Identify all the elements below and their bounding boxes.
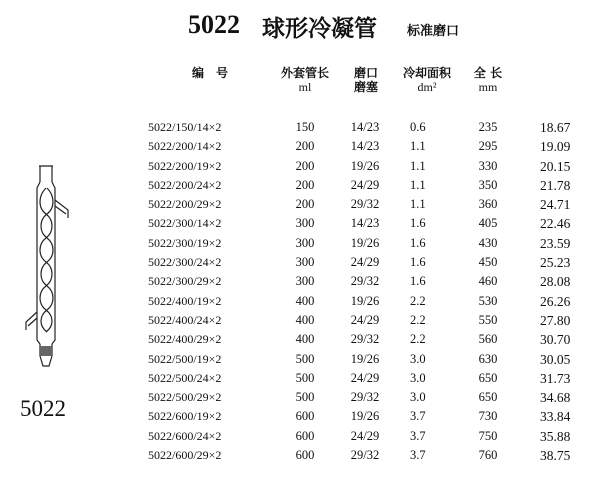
cell-joint: 29/32 — [350, 274, 380, 289]
table-row — [0, 214, 600, 233]
cell-code: 5022/500/24×2 — [148, 370, 222, 385]
cell-full-length: 560 — [478, 332, 498, 347]
cell-full-length: 450 — [478, 255, 498, 270]
cell-cooling-area: 2.2 — [410, 293, 426, 308]
cell-outer-length: 200 — [295, 197, 315, 212]
cell-price: 23.59 — [540, 235, 571, 251]
cell-price: 30.05 — [540, 351, 571, 367]
header-joint — [346, 66, 386, 94]
cell-price: 33.84 — [540, 409, 571, 425]
cell-code: 5022/150/14×2 — [148, 120, 222, 134]
cell-cooling-area: 1.1 — [410, 197, 426, 212]
cell-full-length: 430 — [478, 235, 498, 250]
cell-joint: 19/26 — [350, 409, 380, 424]
cell-code: 5022/600/29×2 — [148, 448, 222, 463]
cell-full-length: 330 — [478, 158, 498, 173]
cell-cooling-area: 0.6 — [410, 120, 426, 134]
cell-price: 21.78 — [540, 177, 571, 193]
table-row — [0, 330, 600, 349]
cell-code: 5022/400/29×2 — [148, 332, 222, 347]
cell-cooling-area: 3.7 — [410, 428, 426, 443]
cell-cooling-area: 3.0 — [410, 390, 426, 405]
title-name: 球形冷凝管 — [262, 16, 377, 42]
cell-outer-length: 400 — [295, 332, 315, 347]
table-row — [0, 311, 600, 330]
table-row — [0, 234, 600, 253]
table-row — [0, 427, 600, 446]
cell-price: 20.15 — [540, 158, 571, 174]
cell-cooling-area: 3.7 — [410, 409, 426, 424]
cell-outer-length: 500 — [295, 351, 315, 366]
cell-cooling-area: 2.2 — [410, 332, 426, 347]
cell-code: 5022/200/19×2 — [148, 158, 222, 173]
table-row — [0, 407, 600, 426]
cell-code: 5022/400/19×2 — [148, 293, 222, 308]
cell-outer-length: 300 — [295, 235, 315, 250]
header-outer-length — [274, 66, 336, 94]
cell-joint: 19/26 — [350, 158, 380, 173]
header-cooling-area — [396, 66, 458, 94]
cell-price: 18.67 — [540, 120, 571, 135]
cell-full-length: 235 — [478, 120, 498, 134]
cell-code: 5022/200/24×2 — [148, 177, 222, 192]
header-outer-length-unit: ml — [298, 80, 312, 94]
cell-outer-length: 600 — [295, 428, 315, 443]
cell-cooling-area: 3.0 — [410, 351, 426, 366]
cell-joint: 14/23 — [350, 139, 380, 154]
cell-cooling-area: 3.0 — [410, 370, 426, 385]
title-code: 5022 — [188, 10, 240, 39]
cell-code: 5022/400/24×2 — [148, 312, 222, 327]
cell-outer-length: 400 — [295, 293, 315, 308]
cell-outer-length: 300 — [295, 274, 315, 289]
cell-price: 34.68 — [540, 390, 571, 406]
cell-cooling-area: 1.1 — [410, 139, 426, 154]
table-row — [0, 118, 600, 137]
cell-outer-length: 300 — [295, 216, 315, 231]
cell-code: 5022/300/29×2 — [148, 274, 222, 289]
cell-outer-length: 600 — [295, 409, 315, 424]
cell-full-length: 760 — [478, 448, 498, 463]
cell-code: 5022/200/14×2 — [148, 139, 222, 154]
cell-joint: 24/29 — [350, 312, 380, 327]
page-title — [0, 8, 600, 42]
cell-outer-length: 600 — [295, 448, 315, 463]
cell-price: 28.08 — [540, 274, 571, 290]
table-row — [0, 176, 600, 195]
cell-cooling-area: 1.6 — [410, 255, 426, 270]
cell-full-length: 650 — [478, 390, 498, 405]
table-row — [0, 369, 600, 388]
title-subtitle: 标准磨口 — [407, 24, 460, 39]
cell-code: 5022/300/14×2 — [148, 216, 222, 231]
header-code-label: 编 号 — [191, 66, 228, 80]
cell-joint: 24/29 — [350, 370, 380, 385]
cell-outer-length: 400 — [295, 312, 315, 327]
cell-cooling-area: 1.6 — [410, 235, 426, 250]
header-code — [180, 66, 240, 80]
cell-joint: 19/26 — [350, 293, 380, 308]
cell-code: 5022/600/24×2 — [148, 428, 222, 443]
cell-full-length: 530 — [478, 293, 498, 308]
header-full-length-unit: mm — [478, 80, 498, 94]
cell-joint: 19/26 — [350, 235, 380, 250]
header-cooling-area-unit: dm² — [417, 80, 437, 94]
header-full-length — [463, 66, 513, 94]
cell-full-length: 295 — [478, 139, 498, 154]
cell-full-length: 630 — [478, 351, 498, 366]
cell-code: 5022/500/29×2 — [148, 390, 222, 405]
cell-code: 5022/500/19×2 — [148, 351, 222, 366]
cell-full-length: 750 — [478, 428, 498, 443]
cell-code: 5022/300/19×2 — [148, 235, 222, 250]
cell-joint: 29/32 — [350, 332, 380, 347]
cell-outer-length: 150 — [295, 120, 315, 134]
cell-outer-length: 200 — [295, 139, 315, 154]
cell-price: 25.23 — [540, 255, 571, 271]
table-row — [0, 157, 600, 176]
product-table — [0, 118, 600, 465]
cell-outer-length: 500 — [295, 370, 315, 385]
table-row — [0, 446, 600, 465]
table-row — [0, 292, 600, 311]
cell-joint: 29/32 — [350, 197, 380, 212]
cell-outer-length: 500 — [295, 390, 315, 405]
cell-joint: 24/29 — [350, 177, 380, 192]
cell-outer-length: 300 — [295, 255, 315, 270]
cell-cooling-area: 1.6 — [410, 274, 426, 289]
cell-price: 31.73 — [540, 370, 571, 386]
table-row — [0, 253, 600, 272]
cell-cooling-area: 1.6 — [410, 216, 426, 231]
cell-price: 22.46 — [540, 216, 571, 232]
cell-code: 5022/300/24×2 — [148, 255, 222, 270]
cell-joint: 24/29 — [350, 255, 380, 270]
cell-full-length: 350 — [478, 177, 498, 192]
cell-full-length: 460 — [478, 274, 498, 289]
header-joint-label-2: 磨塞 — [353, 80, 378, 94]
cell-price: 19.09 — [540, 139, 571, 155]
cell-outer-length: 200 — [295, 158, 315, 173]
cell-full-length: 405 — [478, 216, 498, 231]
cell-full-length: 650 — [478, 370, 498, 385]
cell-outer-length: 200 — [295, 177, 315, 192]
cell-full-length: 550 — [478, 312, 498, 327]
table-row — [0, 195, 600, 214]
cell-joint: 19/26 — [350, 351, 380, 366]
header-full-length-label: 全 长 — [473, 66, 503, 80]
side-label: 5022 — [20, 396, 66, 421]
cell-code: 5022/600/19×2 — [148, 409, 222, 424]
cell-price: 35.88 — [540, 428, 571, 444]
cell-cooling-area: 3.7 — [410, 448, 426, 463]
cell-joint: 14/23 — [350, 120, 380, 134]
cell-cooling-area: 2.2 — [410, 312, 426, 327]
cell-cooling-area: 1.1 — [410, 177, 426, 192]
cell-cooling-area: 1.1 — [410, 158, 426, 173]
cell-joint: 29/32 — [350, 448, 380, 463]
cell-price: 38.75 — [540, 448, 571, 464]
cell-full-length: 360 — [478, 197, 498, 212]
header-outer-length-label: 外套管长 — [280, 66, 329, 80]
table-row — [0, 388, 600, 407]
cell-joint: 14/23 — [350, 216, 380, 231]
table-row — [0, 350, 600, 369]
bulb-condenser-icon — [18, 160, 78, 370]
cell-code: 5022/200/29×2 — [148, 197, 222, 212]
cell-joint: 29/32 — [350, 390, 380, 405]
table-row — [0, 272, 600, 291]
table-row — [0, 137, 600, 156]
header-joint-label: 磨口 — [353, 66, 378, 80]
cell-price: 26.26 — [540, 293, 571, 309]
header-cooling-area-label: 冷却面积 — [402, 66, 451, 80]
cell-full-length: 730 — [478, 409, 498, 424]
cell-price: 27.80 — [540, 312, 571, 328]
cell-price: 24.71 — [540, 197, 571, 213]
cell-joint: 24/29 — [350, 428, 380, 443]
cell-price: 30.70 — [540, 332, 571, 348]
